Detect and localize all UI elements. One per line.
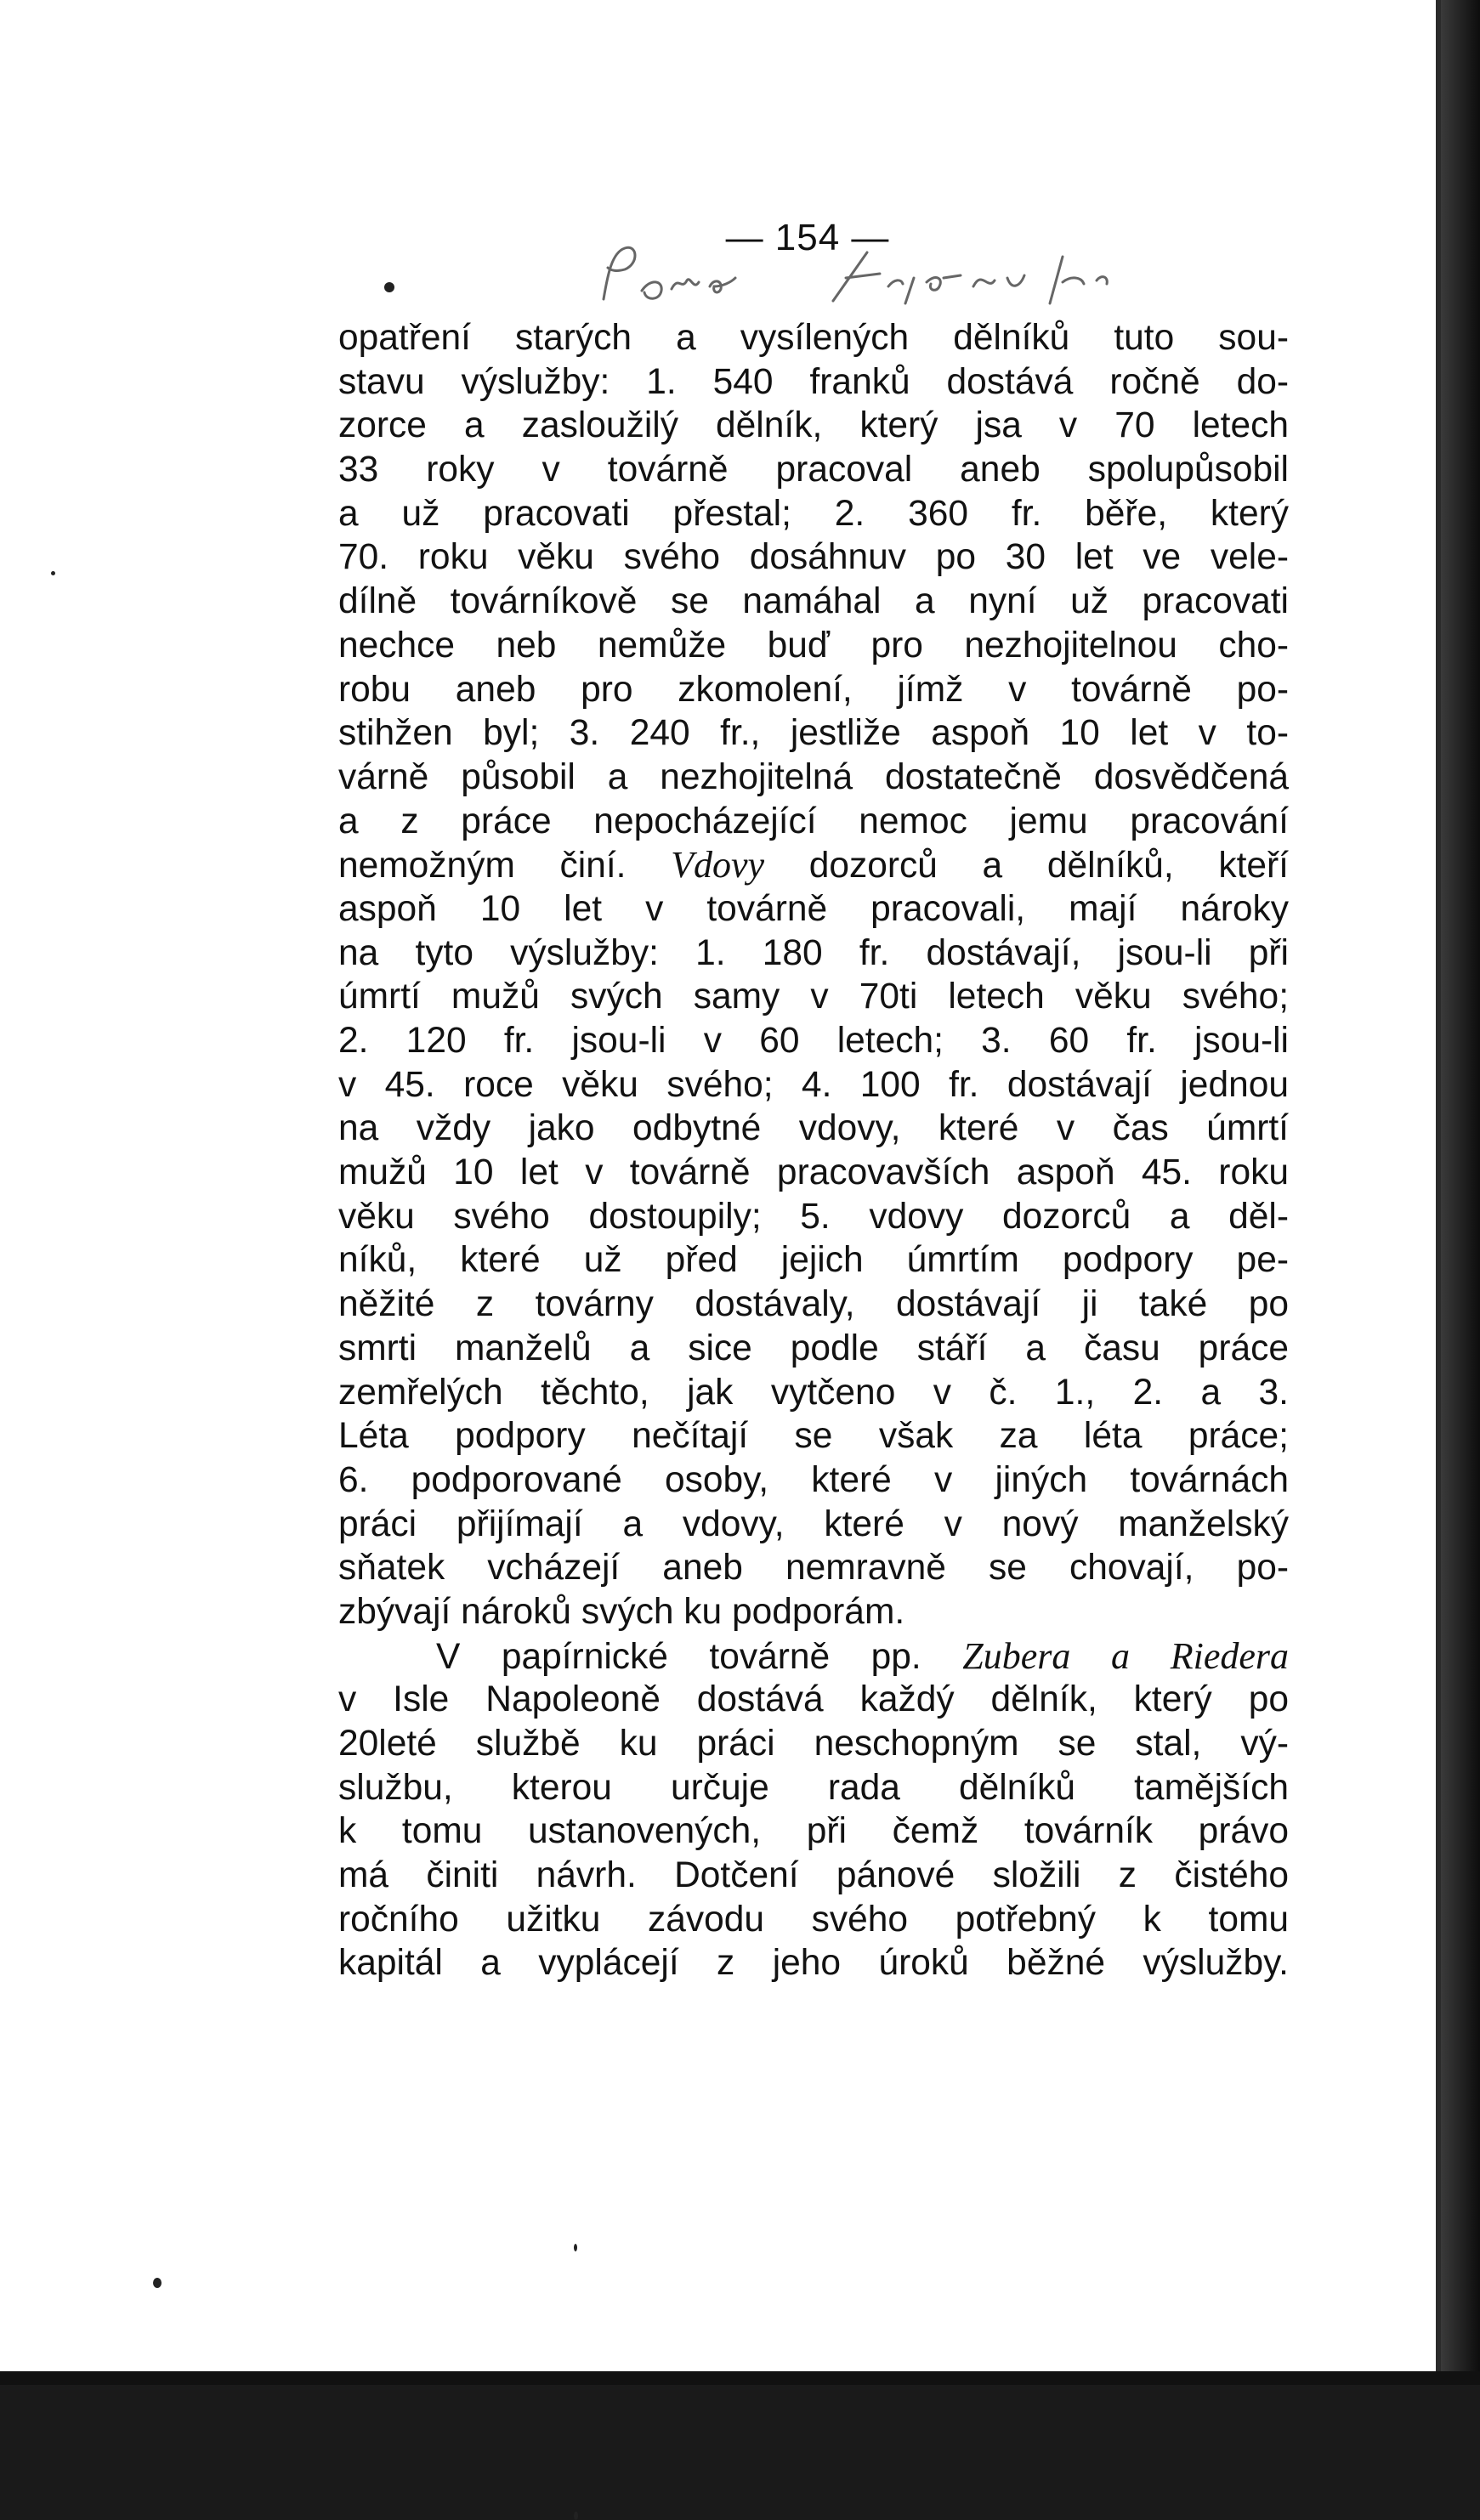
text-line: sňatek vcházejí aneb nemravně se chovají, po- [338, 1548, 1289, 1588]
text-line: práci přijímají a vdovy, které v nový manželský [338, 1504, 1289, 1544]
text-line: na tyto výslužby: 1. 180 fr. dostávají, jsou-li při [338, 932, 1289, 973]
page-number: — 154 — [725, 217, 890, 258]
text-line: úmrtí mužů svých samy v 70ti letech věku svého; [338, 977, 1289, 1017]
text-line: v Isle Napoleoně dostává každý dělník, který po [338, 1679, 1289, 1720]
text-line: ročního užitku závodu svého potřebný k tomu [338, 1899, 1289, 1940]
text-line: něžité z továrny dostávaly, dostávají ji také po [338, 1284, 1289, 1325]
text-line: 70. roku věku svého dosáhnuv po 30 let ve vele- [338, 537, 1289, 578]
italic-names-zubera-riedera: Zubera a Riedera [962, 1634, 1289, 1677]
paper-speck [574, 2512, 578, 2520]
text-line: zbývají nároků svých ku podporám. [338, 1591, 905, 1632]
text-line: 2. 120 fr. jsou-li v 60 letech; 3. 60 fr. jsou-li [338, 1021, 1289, 1061]
text-line: stavu výslužby: 1. 540 franků dostává ročně do- [338, 361, 1289, 402]
text-line: a už pracovati přestal; 2. 360 fr. běře, který [338, 493, 1289, 534]
text-line: zemřelých těchto, jak vytčeno v č. 1., 2. a 3. [338, 1372, 1289, 1413]
paper-speck [153, 2278, 162, 2288]
italic-term-vdovy: Vdovy [671, 844, 765, 886]
text-line: níků, které už před jejich úmrtím podpory pe- [338, 1240, 1289, 1281]
text-line: k tomu ustanovených, při čemž továrník právo [338, 1811, 1289, 1852]
text-line: mužů 10 let v továrně pracovavších aspoň 45. roku [338, 1152, 1289, 1193]
handwritten-note-text: Pomoc továrník [587, 240, 593, 241]
text-line: Léta podpory nečítají se však za léta práce; [338, 1416, 1289, 1457]
text-line: dílně továrníkově se namáhal a nyní už pracovati [338, 581, 1289, 622]
text-line: 33 roky v továrně pracoval aneb spolupůsobil [338, 450, 1289, 490]
text-line: a z práce nepocházející nemoc jemu pracování [338, 801, 1289, 841]
handwritten-annotation [587, 240, 1437, 316]
text-line: nechce neb nemůže buď pro nezhojitelnou cho- [338, 625, 1289, 665]
text-line: robu aneb pro zkomolení, jímž v továrně po- [338, 669, 1289, 710]
text-line: várně působil a nezhojitelná dostatečně dosvědčená [338, 756, 1289, 797]
book-binding-edge [1441, 0, 1480, 2385]
text-line: aspoň 10 let v továrně pracovali, mají nároky [338, 888, 1289, 929]
text-line-mixed [338, 843, 1289, 887]
text-segment: nemožným činí. [338, 846, 627, 886]
text-line: opatření starých a vysílených dělníků tuto sou- [338, 318, 1289, 358]
paper-speck [51, 571, 55, 575]
paper-speck [574, 2244, 577, 2251]
text-line: kapitál a vyplácejí z jeho úroků běžné výslužby. [338, 1943, 1289, 1984]
text-line: věku svého dostoupily; 5. vdovy dozorců a děl- [338, 1196, 1289, 1237]
text-line: 20leté službě ku práci neschopným se stal, vý- [338, 1724, 1289, 1764]
text-line: má činiti návrh. Dotčení pánové složili z čistého [338, 1855, 1289, 1896]
text-line: zorce a zasloužilý dělník, který jsa v 70 letech [338, 405, 1289, 446]
scan-bottom-edge [0, 2371, 1480, 2385]
text-line: 6. podporované osoby, které v jiných továrnách [338, 1459, 1289, 1500]
text-line-mixed [338, 1634, 1289, 1679]
body-text [338, 316, 1289, 1985]
text-line: v 45. roce věku svého; 4. 100 fr. dostávají jednou [338, 1064, 1289, 1105]
text-line: stihžen byl; 3. 240 fr., jestliže aspoň 10 let v to- [338, 713, 1289, 754]
paper-speck [384, 282, 394, 292]
text-segment: dozorců a dělníků, kteří [808, 846, 1289, 886]
text-line: smrti manželů a sice podle stáří a času práce [338, 1328, 1289, 1368]
text-segment: V papírnické továrně pp. [436, 1636, 921, 1677]
text-line: službu, kterou určuje rada dělníků tamějších [338, 1767, 1289, 1808]
text-line: na vždy jako odbytné vdovy, které v čas úmrtí [338, 1108, 1289, 1149]
